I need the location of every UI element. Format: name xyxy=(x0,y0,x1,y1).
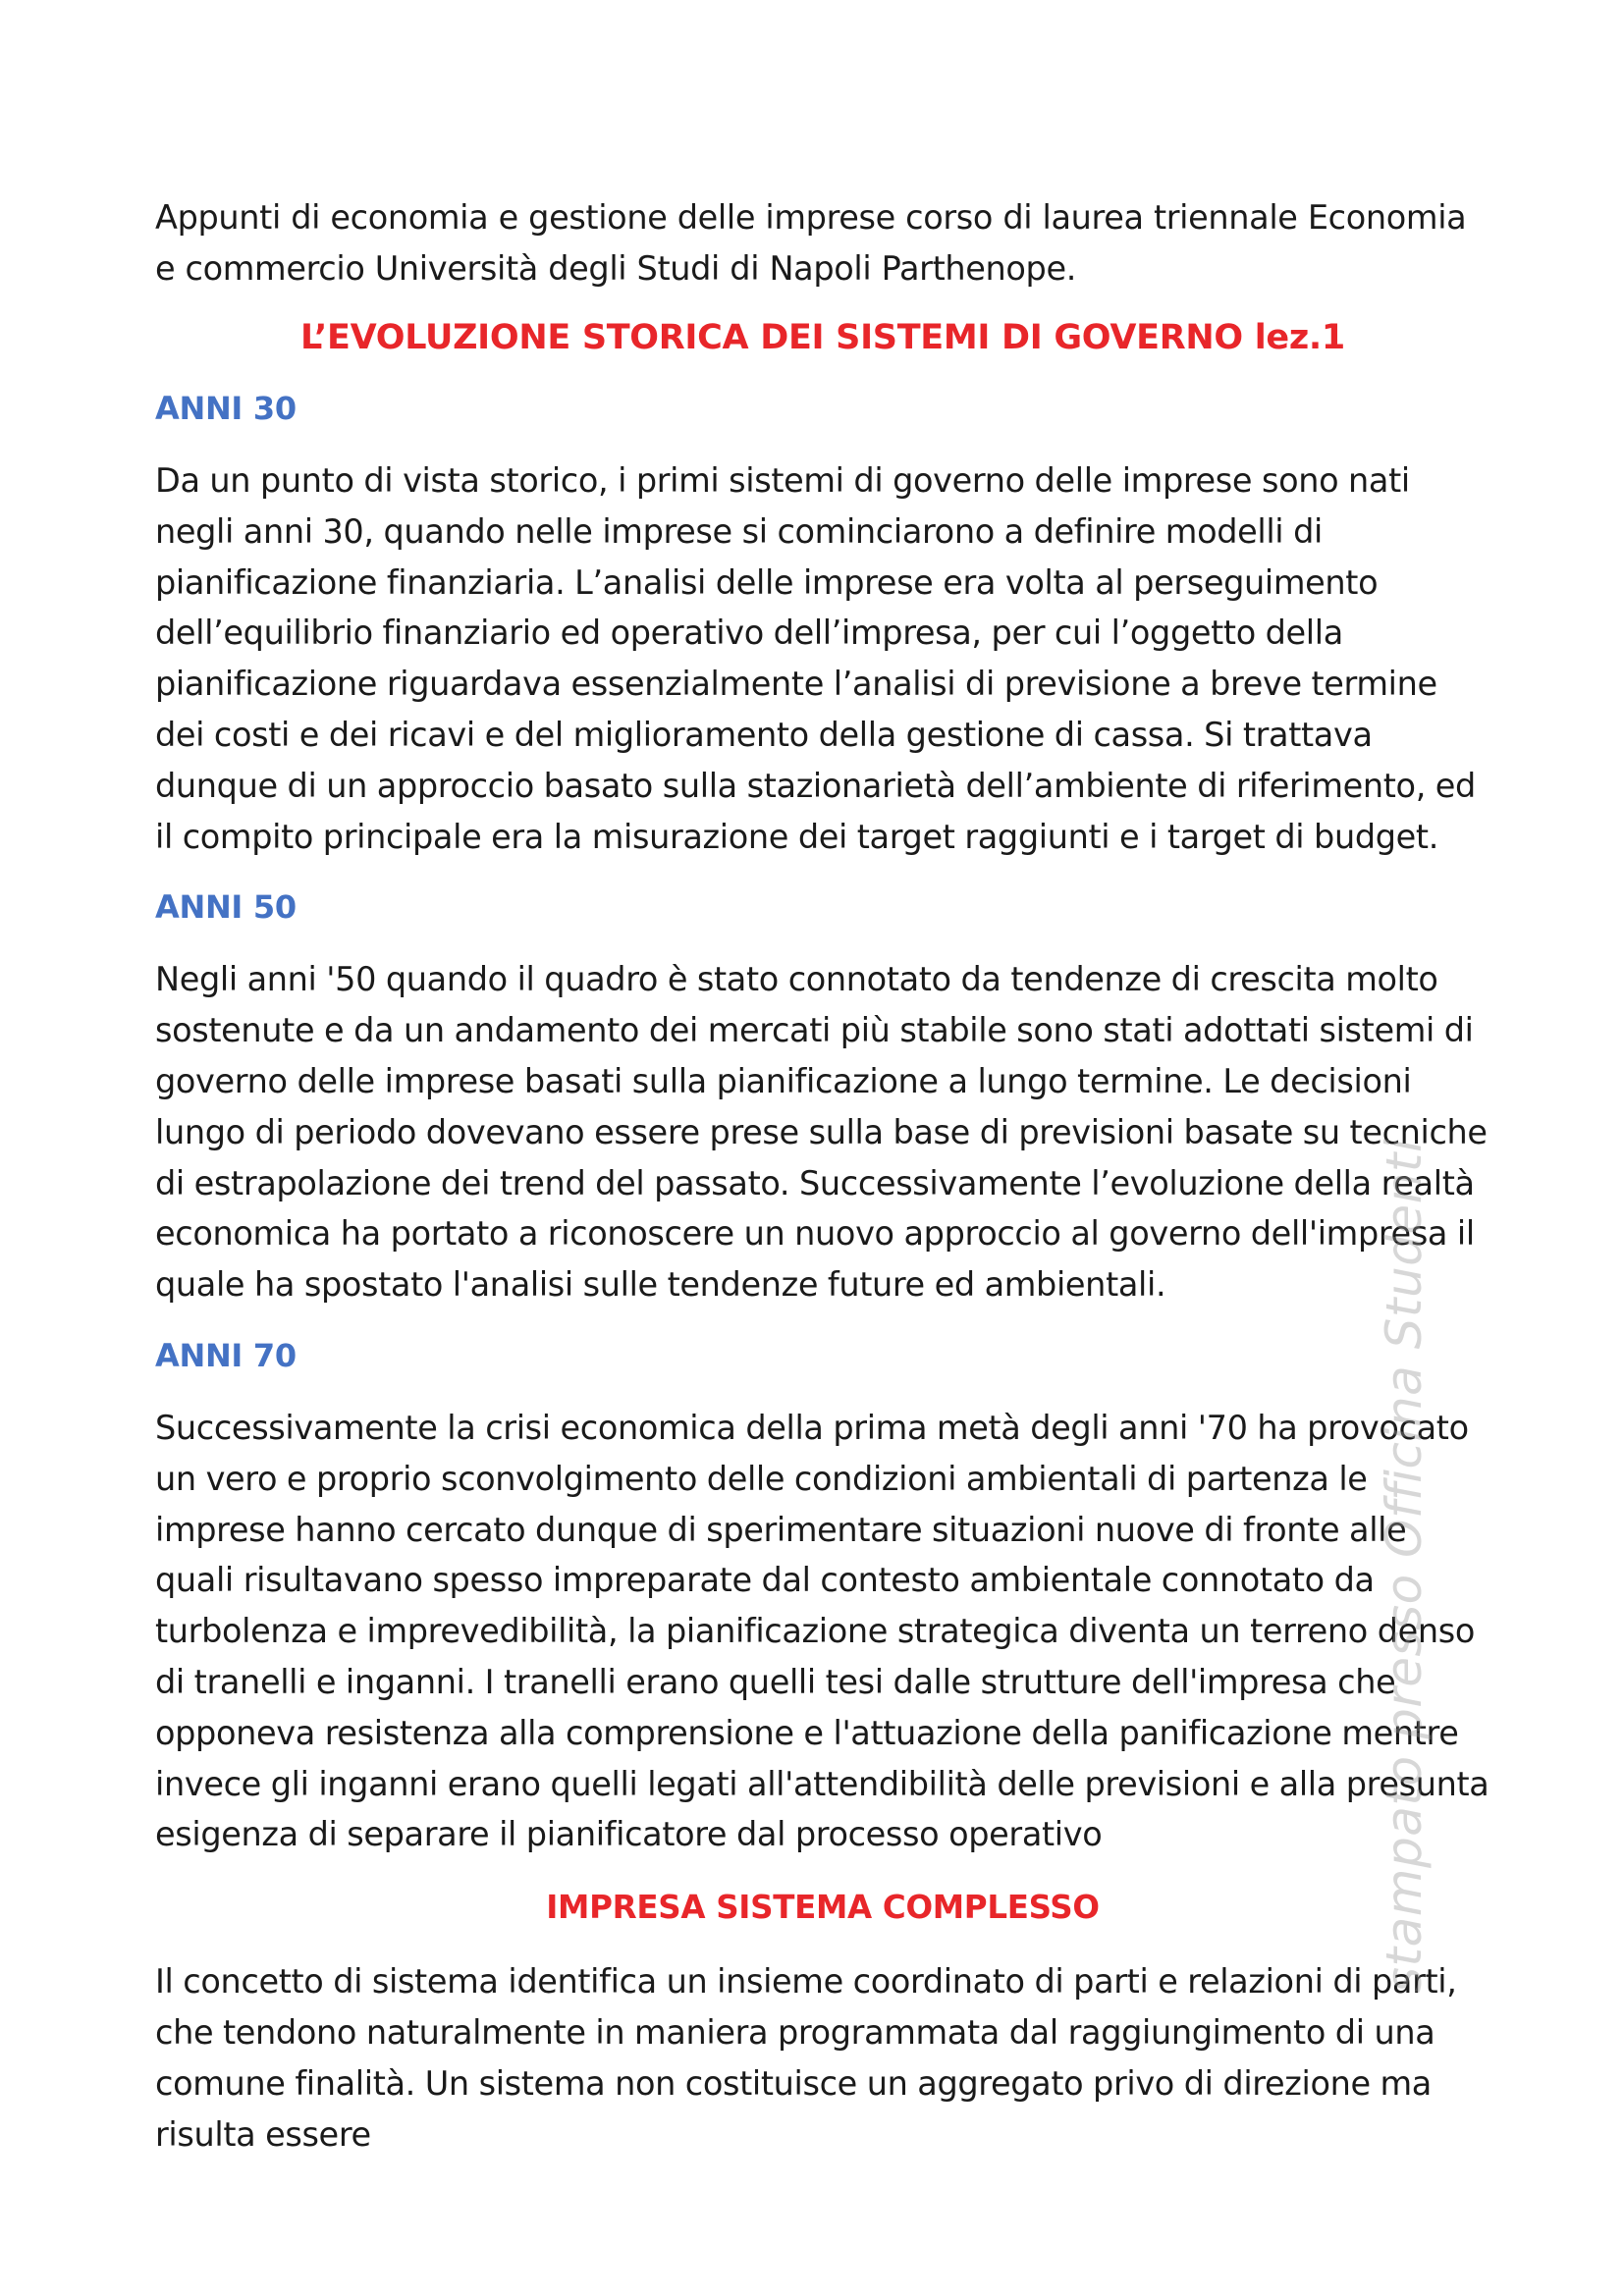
section-heading-anni-50: ANNI 50 xyxy=(155,888,297,927)
section-text-anni-70: Successivamente la crisi economica della prima metà degli anni '70 ha provocato un vero e proprio sconvolgimento delle condizioni ambientali di partenza le imprese hanno cercato dunque di sperimentare situazioni nuove di fronte alle quali risultavano spesso impreparate dal contesto ambientale connotato da turbolenza e imprevedibilità, la pianificazione strategica diventa un terreno denso di tranelli e inganni. I tranelli erano quelli tesi dalle strutture dell'impresa che opponeva resistenza alla comprensione e l'attuazione della panificazione mentre invece gli inganni erano quelli legati all'attendibilità delle previsioni e alla presunta esigenza di separare il pianificatore dal processo operativo xyxy=(155,1408,1489,1854)
watermark-text: stampato presso Officina Studenti xyxy=(1376,1138,1433,1993)
section-title-impresa: IMPRESA SISTEMA COMPLESSO xyxy=(546,1889,1100,1927)
section-text-anni-30: Da un punto di vista storico, i primi sistemi di governo delle imprese sono nati negli anni 30, quando nelle imprese si cominciarono a definire modelli di pianificazione finanziaria. L’analisi delle imprese era volta al perseguimento dell’equilibrio finanziario ed operativo dell’impresa, per cui l’oggetto della pianificazione riguardava essenzialmente l’analisi di previsione a breve termine dei costi e dei ricavi e del miglioramento della gestione di cassa. Si trattava dunque di un approccio basato sulla stazionarietà dell’ambiente di riferimento, ed il compito principale era la misurazione dei target raggiunti e i target di budget. xyxy=(155,461,1476,856)
final-paragraph: Il concetto di sistema identifica un insieme coordinato di parti e relazioni di parti, che tendono naturalmente in maniera programmata dal raggiungimento di una comune finalità. Un sistema non costituisce un aggregato privo di direzione ma risulta essere xyxy=(155,1962,1457,2154)
intro-paragraph: Appunti di economia e gestione delle imprese corso di laurea triennale Economia e commercio Università degli Studi di Napoli Parthenope. xyxy=(155,198,1467,288)
document-title: L’EVOLUZIONE STORICA DEI SISTEMI DI GOVERNO lez.1 xyxy=(300,318,1345,357)
section-heading-anni-70: ANNI 70 xyxy=(155,1336,297,1374)
document-page xyxy=(155,192,1490,2160)
section-heading-anni-30: ANNI 30 xyxy=(155,390,297,427)
section-text-anni-50: Negli anni '50 quando il quadro è stato connotato da tendenze di crescita molto sostenute e da un andamento dei mercati più stabile sono stati adottati sistemi di governo delle imprese basati sulla pianificazione a lungo termine. Le decisioni lungo di periodo dovevano essere prese sulla base di previsioni basate su tecniche di estrapolazione dei trend del passato. Successivamente l’evoluzione della realtà economica ha portato a riconoscere un nuovo approccio al governo dell'impresa il quale ha spostato l'analisi sulle tendenze future ed ambientali. xyxy=(155,960,1488,1305)
watermark xyxy=(1376,1138,1433,1993)
